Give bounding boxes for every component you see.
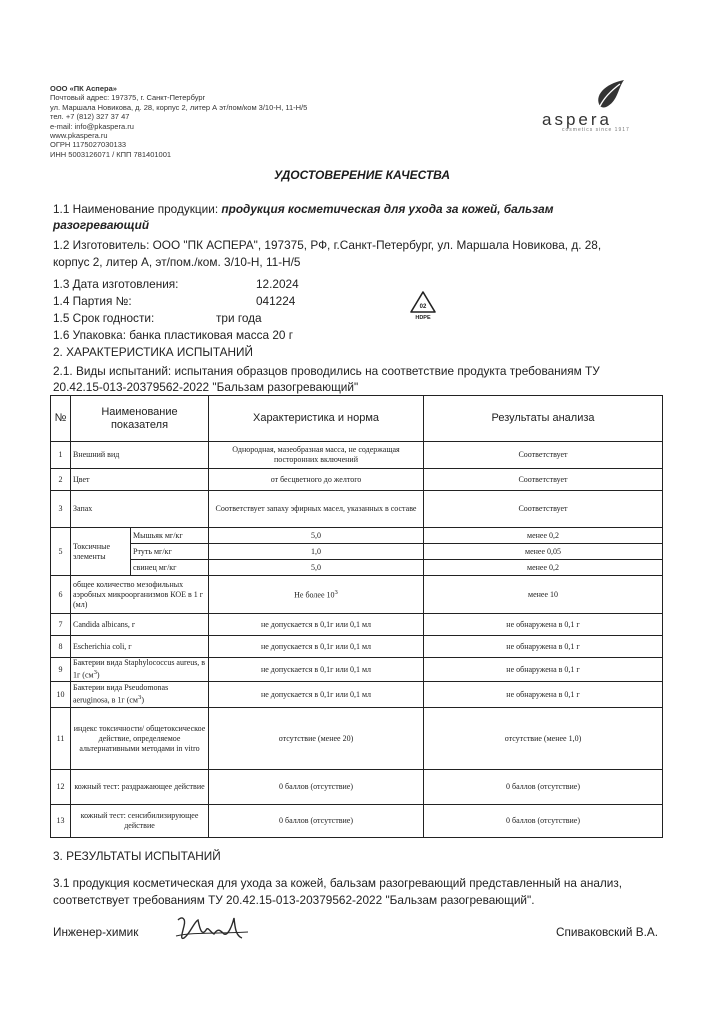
row-result: менее 0,2 (424, 560, 663, 576)
document-title: УДОСТОВЕРЕНИЕ КАЧЕСТВА (273, 168, 451, 182)
row-result: не обнаружена в 0,1 г (424, 636, 663, 658)
row-norm (209, 576, 424, 614)
product-label: 1.1 Наименование продукции: (53, 202, 219, 216)
row-result: менее 0,05 (424, 544, 663, 560)
row-num: 8 (51, 636, 71, 658)
header-result: Результаты анализа (424, 396, 663, 442)
header-name: Наименование показателя (71, 396, 209, 442)
ogrn: ОГРН 1175027030133 (50, 140, 127, 150)
norm-exponent: 3 (334, 589, 338, 597)
row-name: кожный тест: раздражающее действие (71, 770, 209, 805)
section3-title: 3. РЕЗУЛЬТАТЫ ИСПЫТАНИЙ (53, 849, 221, 863)
header-num: № (51, 396, 71, 442)
table-row (51, 442, 663, 469)
table-row (51, 560, 663, 576)
row-name: Внешний вид (71, 442, 209, 469)
name-text: Бактерии вида Pseudomonas aeruginosa, в 1г (см (73, 683, 169, 705)
row-norm: 0 баллов (отсутствие) (209, 805, 424, 838)
company-name: ООО «ПК Аспера» (50, 84, 117, 93)
row-result: Соответствует (424, 491, 663, 528)
row-norm: не допускается в 0,1г или 0,1 мл (209, 682, 424, 708)
table-row (51, 658, 663, 682)
row-name: Токсичные элементы (71, 528, 131, 576)
result-line2: соответствует требованиям ТУ 20.42.15-013-20379562-2022 "Бальзам разогревающий". (53, 893, 535, 907)
row-norm: 1,0 (209, 544, 424, 560)
batch-value: 041224 (256, 294, 296, 308)
inn-kpp: ИНН 5003126071 / КПП 781401001 (50, 149, 172, 159)
name-exponent: 3 (138, 694, 142, 702)
row-num: 2 (51, 469, 71, 491)
table-row (51, 805, 663, 838)
row-num: 3 (51, 491, 71, 528)
row-norm: 5,0 (209, 560, 424, 576)
website: www.pkaspera.ru (50, 131, 108, 141)
row-result: Соответствует (424, 442, 663, 469)
row-subname: свинец мг/кг (131, 560, 209, 576)
date-value: 12.2024 (256, 277, 299, 291)
row-norm: 0 баллов (отсутствие) (209, 770, 424, 805)
result-line1: 3.1 продукция косметическая для ухода за кожей, бальзам разогревающий представленный на анализ, (53, 876, 623, 890)
row-norm: 5,0 (209, 528, 424, 544)
row-name: Запах (71, 491, 209, 528)
section2-title: 2. ХАРАКТЕРИСТИКА ИСПЫТАНИЙ (53, 345, 254, 359)
row-norm: не допускается в 0,1г или 0,1 мл (209, 636, 424, 658)
table-header-row (51, 396, 663, 442)
row-norm: от бесцветного до желтого (209, 469, 424, 491)
row-result: не обнаружена в 0,1 г (424, 682, 663, 708)
recycle-text: HDPE (415, 315, 431, 320)
name-text: Бактерии вида Staphylococcus aureus, в 1г (см (73, 658, 206, 680)
row-name (71, 658, 209, 682)
row-norm: Однородная, мазеобразная масса, не содержащая посторонних включений (209, 442, 424, 469)
street-address: ул. Маршала Новикова, д. 28, корпус 2, литер А эт/пом/ком 3/10-Н, 11-Н/5 (50, 102, 308, 112)
email: e-mail: info@pkaspera.ru (50, 121, 134, 131)
header-norm: Характеристика и норма (209, 396, 424, 442)
row-subname: Ртуть мг/кг (131, 544, 209, 560)
recycle-code: 02 (419, 304, 427, 310)
row-name: Escherichia coli, г (71, 636, 209, 658)
postal-address: Почтовый адрес: 197375, г. Санкт-Петербург (50, 93, 206, 103)
row-name: Цвет (71, 469, 209, 491)
row-norm: отсутствие (менее 20) (209, 708, 424, 770)
table-row (51, 544, 663, 560)
row-name: индекс токсичности/ общетоксическое действие, определяемое альтернативными методами in vitro (71, 708, 209, 770)
recycling-hdpe-icon (408, 290, 438, 320)
name-tail: ) (141, 695, 144, 705)
row-num: 12 (51, 770, 71, 805)
table-row (51, 708, 663, 770)
row-result: не обнаружена в 0,1 г (424, 658, 663, 682)
product-value: продукция косметическая для ухода за кожей, бальзам (221, 202, 554, 216)
phone: тел. +7 (812) 327 37 47 (50, 112, 130, 122)
row-norm: не допускается в 0,1г или 0,1 мл (209, 658, 424, 682)
signer-name: Спиваковский В.А. (556, 925, 658, 939)
row-result: отсутствие (менее 1,0) (424, 708, 663, 770)
tests-line2: 20.42.15-013-20379562-2022 "Бальзам разогревающий" (53, 380, 359, 394)
table-row (51, 469, 663, 491)
shelf-label: 1.5 Срок годности: (53, 311, 155, 325)
brand-logo: aspera (542, 110, 612, 129)
row-num: 11 (51, 708, 71, 770)
row-result: не обнаружена в 0,1 г (424, 614, 663, 636)
table-row (51, 770, 663, 805)
row-num: 9 (51, 658, 71, 682)
brand-tagline: cosmetics since 1917 (562, 127, 630, 133)
shelf-value: три года (216, 311, 262, 325)
row-name: Candida albicans, г (71, 614, 209, 636)
table-row (51, 614, 663, 636)
tests-line1: 2.1. Виды испытаний: испытания образцов проводились на соответствие продукта требованиям ТУ (53, 364, 600, 378)
package-label: 1.6 Упаковка: (53, 328, 126, 342)
row-norm: Соответствует запаху эфирных масел, указанных в составе (209, 491, 424, 528)
batch-label: 1.4 Партия №: (53, 294, 132, 308)
table-row (51, 528, 663, 544)
norm-text: Не более 10 (294, 590, 335, 600)
row-num: 5 (51, 528, 71, 576)
name-tail: ) (96, 670, 100, 680)
row-result: Соответствует (424, 469, 663, 491)
signer-position: Инженер-химик (53, 925, 139, 939)
quality-table (50, 395, 663, 838)
date-label: 1.3 Дата изготовления: (53, 277, 179, 291)
row-num: 13 (51, 805, 71, 838)
row-result: менее 10 (424, 576, 663, 614)
product-value-cont: разогревающий (53, 218, 150, 232)
row-num: 1 (51, 442, 71, 469)
row-num: 7 (51, 614, 71, 636)
table-row (51, 491, 663, 528)
row-result: 0 баллов (отсутствие) (424, 805, 663, 838)
signature (172, 912, 252, 946)
row-subname: Мышьяк мг/кг (131, 528, 209, 544)
name-exponent: 3 (93, 669, 97, 677)
company-requisites (50, 84, 307, 159)
manufacturer-line1: 1.2 Изготовитель: ООО "ПК АСПЕРА", 197375, РФ, г.Санкт-Петербург, ул. Маршала Новикова, д. 28, (53, 238, 602, 252)
row-num: 6 (51, 576, 71, 614)
row-result: менее 0,2 (424, 528, 663, 544)
package-line (53, 327, 293, 343)
row-result: 0 баллов (отсутствие) (424, 770, 663, 805)
product-line (53, 201, 553, 217)
table-row (51, 576, 663, 614)
package-value: банка пластиковая масса 20 г (129, 328, 294, 342)
row-norm: не допускается в 0,1г или 0,1 мл (209, 614, 424, 636)
row-name: кожный тест: сенсибилизирующее действие (71, 805, 209, 838)
table-row (51, 636, 663, 658)
row-num: 10 (51, 682, 71, 708)
table-row (51, 682, 663, 708)
row-name (71, 682, 209, 708)
manufacturer-line2: корпус 2, литер А, эт/пом./ком. 3/10-Н, 11-Н/5 (53, 255, 301, 269)
row-name: общее количество мезофильных аэробных микроорганизмов КОЕ в 1 г (мл) (71, 576, 209, 614)
